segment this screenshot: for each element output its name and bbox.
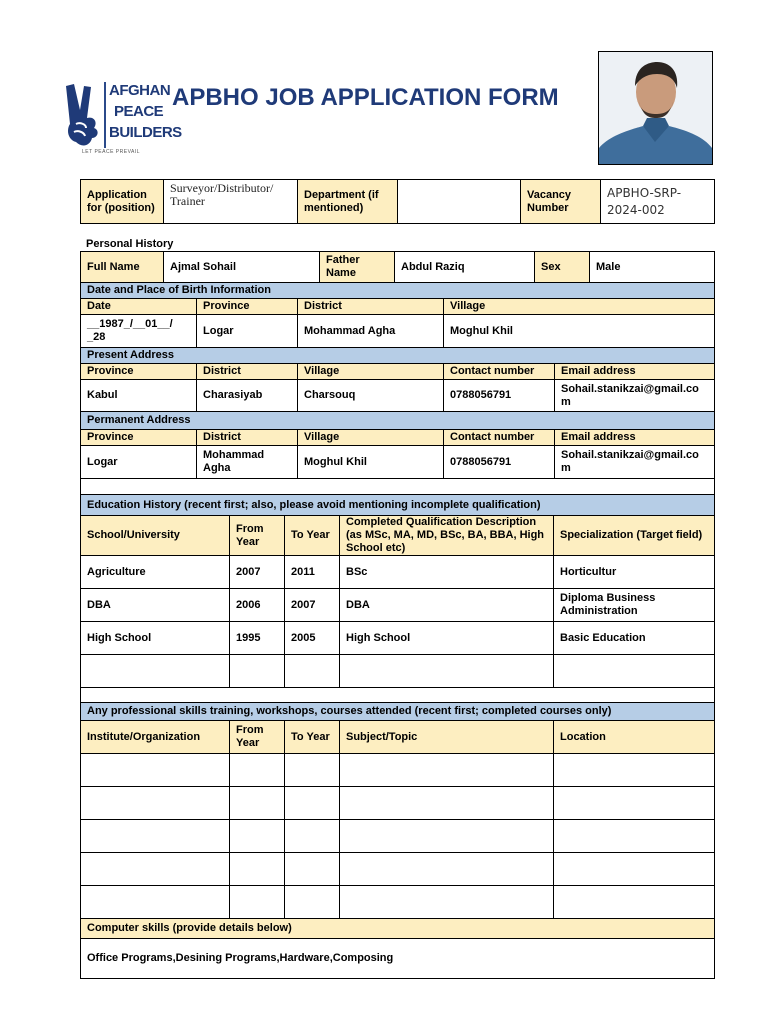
training-to-cell[interactable] (285, 886, 340, 919)
present-contact-header: Contact number (444, 364, 555, 380)
education-specialization-cell[interactable]: Basic Education (554, 622, 715, 655)
education-school-cell[interactable]: Agriculture (81, 556, 230, 589)
logo-tagline: LET PEACE PREVAIL (82, 149, 141, 155)
birth-province-field[interactable]: Logar (197, 315, 298, 348)
education-table (80, 494, 715, 703)
father-name-label: Father Name (320, 252, 395, 283)
table-row (81, 556, 715, 589)
present-email-header: Email address (555, 364, 715, 380)
present-district-header: District (197, 364, 298, 380)
permanent-email-header: Email address (555, 430, 715, 446)
training-from-cell[interactable] (230, 853, 285, 886)
education-school-cell[interactable] (81, 655, 230, 688)
computer-skills-field[interactable]: Office Programs,Desining Programs,Hardware,Composing (81, 939, 715, 979)
sex-field[interactable]: Male (590, 252, 715, 283)
permanent-contact-field[interactable]: 0788056791 (444, 446, 555, 479)
permanent-address-heading: Permanent Address (81, 412, 715, 430)
training-location-header: Location (554, 721, 715, 754)
vacancy-number-label: Vacancy Number (521, 180, 601, 224)
training-institute-cell[interactable] (81, 820, 230, 853)
permanent-village-field[interactable]: Moghul Khil (298, 446, 444, 479)
table-row (81, 622, 715, 655)
personal-history-heading: Personal History (86, 238, 174, 250)
education-qualification-cell[interactable] (340, 655, 554, 688)
education-specialization-cell[interactable] (554, 655, 715, 688)
birth-date-header: Date (81, 299, 197, 315)
training-institute-header: Institute/Organization (81, 721, 230, 754)
education-school-header: School/University (81, 516, 230, 556)
sex-label: Sex (535, 252, 590, 283)
training-institute-cell[interactable] (81, 787, 230, 820)
training-subject-cell[interactable] (340, 820, 554, 853)
education-qualification-header: Completed Qualification Description (as MSc, MA, MD, BSc, BA, BBA, High School etc) (340, 516, 554, 556)
education-school-cell[interactable]: High School (81, 622, 230, 655)
education-to-cell[interactable] (285, 655, 340, 688)
training-to-cell[interactable] (285, 853, 340, 886)
permanent-contact-header: Contact number (444, 430, 555, 446)
education-section-heading: Education History (recent first; also, please avoid mentioning incomplete qualification) (81, 495, 715, 516)
present-village-header: Village (298, 364, 444, 380)
logo-line3: BUILDERS (109, 124, 182, 141)
training-from-cell[interactable] (230, 787, 285, 820)
training-location-cell[interactable] (554, 754, 715, 787)
education-from-cell[interactable] (230, 655, 285, 688)
education-to-header: To Year (285, 516, 340, 556)
present-village-field[interactable]: Charsouq (298, 380, 444, 412)
spacer-row (81, 479, 715, 495)
education-from-cell[interactable]: 2007 (230, 556, 285, 589)
vacancy-number-field[interactable]: APBHO-SRP-2024-002 (601, 180, 715, 224)
table-row (81, 589, 715, 622)
application-for-label: Application for (position) (81, 180, 164, 224)
training-institute-cell[interactable] (81, 853, 230, 886)
logo-divider (104, 82, 106, 148)
education-from-cell[interactable]: 2006 (230, 589, 285, 622)
training-subject-cell[interactable] (340, 787, 554, 820)
education-to-cell[interactable]: 2005 (285, 622, 340, 655)
training-to-cell[interactable] (285, 820, 340, 853)
training-location-cell[interactable] (554, 853, 715, 886)
permanent-province-header: Province (81, 430, 197, 446)
education-specialization-cell[interactable]: Horticultur (554, 556, 715, 589)
birth-village-header: Village (444, 299, 715, 315)
birth-district-field[interactable]: Mohammad Agha (298, 315, 444, 348)
birth-village-field[interactable]: Moghul Khil (444, 315, 715, 348)
training-location-cell[interactable] (554, 886, 715, 919)
education-qualification-cell[interactable]: BSc (340, 556, 554, 589)
present-contact-field[interactable]: 0788056791 (444, 380, 555, 412)
permanent-province-field[interactable]: Logar (81, 446, 197, 479)
present-address-heading: Present Address (81, 348, 715, 364)
education-to-cell[interactable]: 2007 (285, 589, 340, 622)
present-district-field[interactable]: Charasiyab (197, 380, 298, 412)
training-location-cell[interactable] (554, 787, 715, 820)
permanent-district-field[interactable]: Mohammad Agha (197, 446, 298, 479)
training-to-header: To Year (285, 721, 340, 754)
training-subject-cell[interactable] (340, 853, 554, 886)
full-name-field[interactable]: Ajmal Sohail (164, 252, 320, 283)
application-header-table (80, 179, 715, 224)
training-subject-cell[interactable] (340, 754, 554, 787)
department-label: Department (if mentioned) (298, 180, 398, 224)
education-specialization-cell[interactable]: Diploma Business Administration (554, 589, 715, 622)
training-from-cell[interactable] (230, 886, 285, 919)
logo-line1: AFGHAN (109, 82, 171, 99)
training-from-cell[interactable] (230, 754, 285, 787)
application-for-field[interactable]: Surveyor/Distributor/ Trainer (164, 180, 298, 224)
birth-province-header: Province (197, 299, 298, 315)
training-table (80, 702, 715, 979)
education-qualification-cell[interactable]: DBA (340, 589, 554, 622)
education-school-cell[interactable]: DBA (81, 589, 230, 622)
training-to-cell[interactable] (285, 787, 340, 820)
department-field[interactable] (398, 180, 521, 224)
permanent-village-header: Village (298, 430, 444, 446)
table-row (81, 655, 715, 688)
education-specialization-header: Specialization (Target field) (554, 516, 715, 556)
spacer-row (81, 688, 715, 703)
education-to-cell[interactable]: 2011 (285, 556, 340, 589)
training-from-cell[interactable] (230, 820, 285, 853)
applicant-photo (598, 51, 713, 165)
table-row (81, 754, 715, 787)
present-province-header: Province (81, 364, 197, 380)
table-row (81, 853, 715, 886)
logo-line2: PEACE (114, 103, 164, 120)
birth-address-table (80, 282, 715, 495)
present-province-field[interactable]: Kabul (81, 380, 197, 412)
table-row (81, 820, 715, 853)
training-institute-cell[interactable] (81, 886, 230, 919)
training-from-header: From Year (230, 721, 285, 754)
present-email-field[interactable]: Sohail.stanikzai@gmail.co m (555, 380, 715, 412)
full-name-label: Full Name (81, 252, 164, 283)
birth-section-heading: Date and Place of Birth Information (81, 283, 715, 299)
birth-date-field[interactable]: __1987_/__01__/ _28 (81, 315, 197, 348)
permanent-district-header: District (197, 430, 298, 446)
training-to-cell[interactable] (285, 754, 340, 787)
peace-hand-icon (60, 80, 106, 154)
computer-skills-heading: Computer skills (provide details below) (81, 919, 715, 939)
table-row (81, 787, 715, 820)
personal-info-table (80, 251, 715, 283)
training-subject-cell[interactable] (340, 886, 554, 919)
training-location-cell[interactable] (554, 820, 715, 853)
education-qualification-cell[interactable]: High School (340, 622, 554, 655)
training-section-heading: Any professional skills training, workshops, courses attended (recent first; completed courses only) (81, 703, 715, 721)
training-subject-header: Subject/Topic (340, 721, 554, 754)
father-name-field[interactable]: Abdul Raziq (395, 252, 535, 283)
permanent-email-field[interactable]: Sohail.stanikzai@gmail.co m (555, 446, 715, 479)
education-from-cell[interactable]: 1995 (230, 622, 285, 655)
education-from-header: From Year (230, 516, 285, 556)
form-title: APBHO JOB APPLICATION FORM (172, 84, 559, 111)
table-row (81, 886, 715, 919)
training-institute-cell[interactable] (81, 754, 230, 787)
birth-district-header: District (298, 299, 444, 315)
